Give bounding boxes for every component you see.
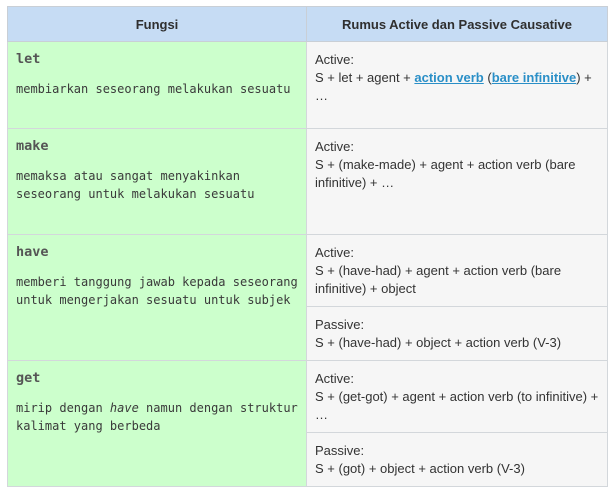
- passive-label-have: Passive:: [315, 317, 365, 332]
- desc-get-em: have: [109, 401, 139, 415]
- fungsi-cell-have: [8, 235, 307, 361]
- formula-text: (: [483, 70, 492, 85]
- fungsi-cell-let: [8, 42, 307, 129]
- active-label-have: Active:: [315, 245, 355, 260]
- bare-infinitive-link[interactable]: bare infinitive: [491, 70, 577, 85]
- formula-text: ) + …: [315, 70, 592, 103]
- table-row-get-active: [8, 361, 608, 433]
- desc-get: [16, 399, 298, 435]
- desc-make: memaksa atau sangat menyakinkan seseorang untuk melakukan sesuatu: [16, 169, 255, 201]
- fungsi-cell-make: [8, 129, 307, 235]
- passive-label-get: Passive:: [315, 443, 365, 458]
- passive-formula-have: S + (have-had) + object + action verb (V-3): [315, 335, 562, 350]
- fungsi-cell-get: [8, 361, 307, 487]
- header-fungsi: Fungsi: [8, 7, 307, 42]
- active-label-let: Active:: [315, 52, 355, 67]
- formula-cell-get-active: [307, 361, 608, 433]
- word-have: have: [16, 244, 49, 260]
- causative-table: [7, 6, 608, 487]
- passive-formula-get: S + (got) + object + action verb (V-3): [315, 461, 525, 476]
- formula-cell-make: [307, 129, 608, 235]
- desc-get-text: mirip dengan: [16, 401, 110, 415]
- formula-cell-have-passive: [307, 307, 608, 361]
- active-label-make: Active:: [315, 139, 355, 154]
- formula-cell-let: [307, 42, 608, 129]
- formula-text: S + let + agent +: [315, 70, 415, 85]
- active-formula-let: [315, 69, 599, 105]
- active-formula-have: S + (have-had) + agent + action verb (bare infinitive) + object: [315, 263, 562, 296]
- formula-cell-have-active: [307, 235, 608, 307]
- desc-have: memberi tanggung jawab kepada seseorang untuk mengerjakan sesuatu untuk subjek: [16, 275, 298, 307]
- formula-cell-get-passive: [307, 433, 608, 487]
- action-verb-link[interactable]: action verb: [414, 70, 484, 85]
- word-let: let: [16, 51, 41, 67]
- header-row: [8, 7, 608, 42]
- table-row-make: [8, 129, 608, 235]
- active-formula-get: S + (get-got) + agent + action verb (to infinitive) + …: [315, 389, 599, 422]
- word-make: make: [16, 138, 49, 154]
- active-formula-make: S + (make-made) + agent + action verb (bare infinitive) + …: [315, 157, 576, 190]
- table-row-let: [8, 42, 608, 129]
- word-get: get: [16, 370, 41, 386]
- table-row-have-active: [8, 235, 608, 307]
- desc-get-text: namun dengan struktur kalimat yang berbeda: [16, 401, 298, 433]
- header-rumus: Rumus Active dan Passive Causative: [307, 7, 608, 42]
- active-label-get: Active:: [315, 371, 355, 386]
- desc-let: membiarkan seseorang melakukan sesuatu: [16, 82, 291, 96]
